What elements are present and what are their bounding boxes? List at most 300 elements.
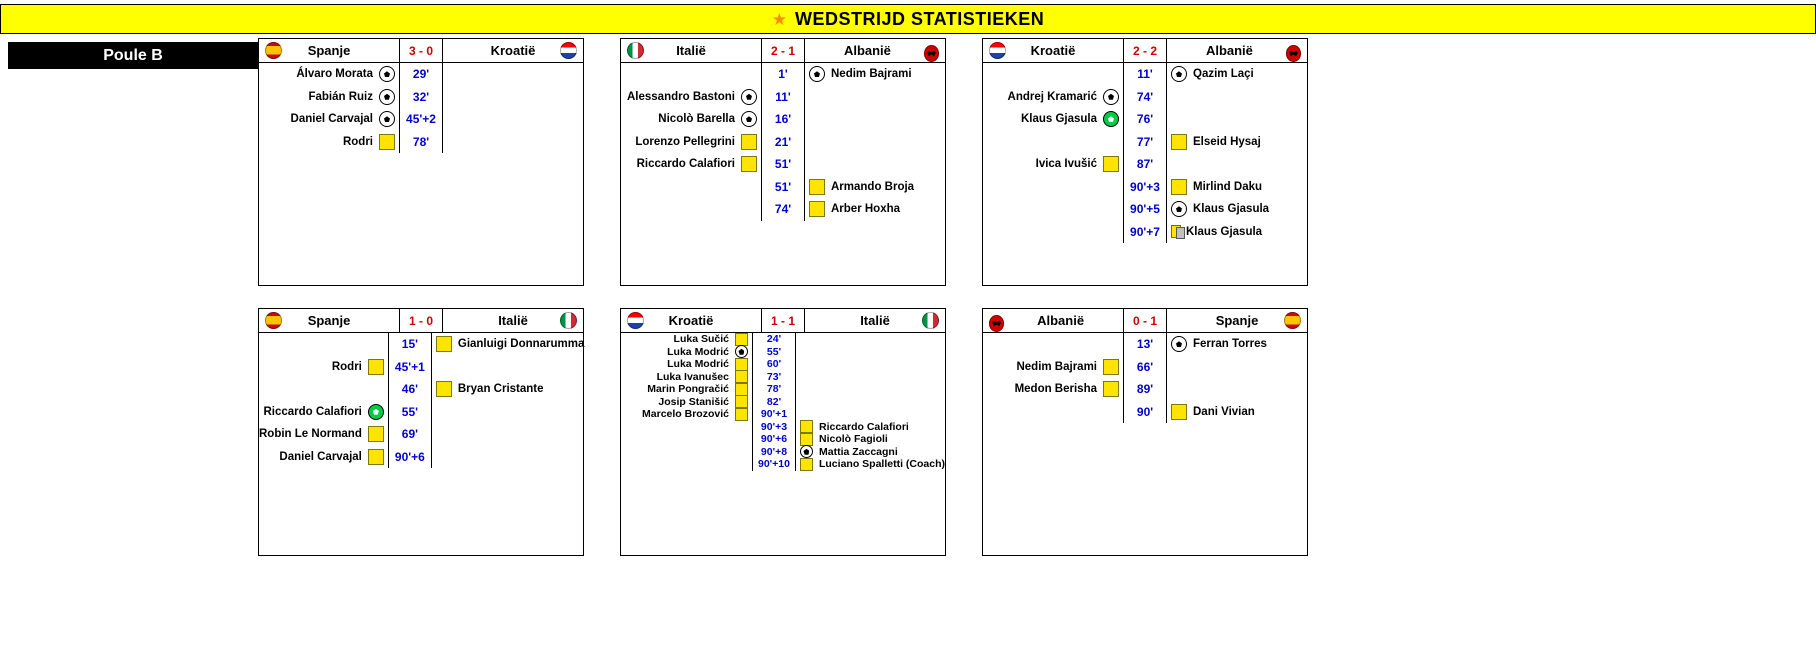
yellow-card-icon [379, 134, 395, 150]
event-row [259, 63, 399, 86]
away-team-name: Kroatië [490, 43, 536, 58]
player-name: Ferran Torres [1193, 338, 1267, 351]
event-row [259, 423, 388, 446]
goal-icon [379, 89, 395, 105]
match-card-albanie-spanje [982, 308, 1308, 556]
flag-italy-icon [922, 312, 939, 329]
event-minute: 90'+5 [1130, 202, 1160, 217]
event-row [796, 458, 945, 471]
player-name: Nicolò Barella [658, 113, 735, 126]
away-events-column [796, 333, 945, 471]
event-row [753, 433, 795, 446]
event-row [432, 333, 585, 356]
event-row [621, 433, 752, 446]
match-card-kroatie-albanie [982, 38, 1308, 286]
home-events-column [621, 333, 752, 471]
yellow-card-icon [436, 381, 452, 397]
event-row [796, 396, 945, 409]
match-events [983, 63, 1307, 243]
event-row [1167, 108, 1307, 131]
event-row [621, 421, 752, 434]
event-minute: 90'+7 [1130, 224, 1160, 239]
yellow-card-icon [735, 395, 748, 408]
player-name: Rodri [331, 360, 362, 373]
match-score: 0 - 1 [1123, 309, 1167, 332]
event-row [1167, 63, 1307, 86]
player-name: Luka Modrić [667, 358, 729, 371]
event-row [1167, 86, 1307, 109]
goal-icon [1171, 66, 1187, 82]
event-row [762, 63, 804, 86]
event-minute: 90'+1 [760, 408, 788, 421]
event-row [389, 423, 431, 446]
yellow-card-icon [809, 201, 825, 217]
event-row [805, 63, 945, 86]
event-row [983, 153, 1123, 176]
event-row [983, 198, 1123, 221]
yellow-card-icon [735, 358, 748, 371]
match-events [621, 333, 945, 471]
event-row [1167, 198, 1307, 221]
event-minute: 90'+6 [760, 433, 788, 446]
event-minute: 82' [766, 395, 782, 408]
yellow-card-icon [741, 134, 757, 150]
page-title: WEDSTRIJD STATISTIEKEN [794, 8, 1045, 29]
event-row [796, 333, 945, 346]
event-row [983, 221, 1123, 244]
home-team-name: Kroatië [1030, 43, 1076, 58]
event-row [259, 446, 388, 469]
flag-albania-icon [924, 45, 939, 62]
away-events-column [1167, 63, 1307, 243]
player-name: Luka Ivanušec [656, 370, 729, 383]
event-row [1124, 378, 1166, 401]
home-events-column [983, 63, 1123, 243]
flag-croatia-icon [560, 42, 577, 59]
event-row [1124, 131, 1166, 154]
event-minute: 90'+3 [1130, 179, 1160, 194]
yellow-card-icon [735, 408, 748, 421]
event-minute: 45'+2 [406, 112, 436, 127]
event-row [400, 131, 442, 154]
match-score: 1 - 1 [761, 309, 805, 332]
flag-italy-icon [627, 42, 644, 59]
event-row [1124, 108, 1166, 131]
event-minute: 66' [1136, 359, 1154, 374]
event-row [753, 408, 795, 421]
event-minute: 90'+3 [760, 420, 788, 433]
event-row [1167, 333, 1307, 356]
away-team [443, 309, 583, 332]
event-row [400, 86, 442, 109]
match-header [983, 39, 1307, 63]
player-name: Luciano Spalletti (Coach) [818, 458, 945, 471]
event-row [621, 198, 761, 221]
home-team-name: Spanje [307, 43, 351, 58]
yellow-card-icon [735, 383, 748, 396]
event-row [762, 153, 804, 176]
event-row [432, 446, 585, 469]
goal-icon [1103, 89, 1119, 105]
match-header [621, 39, 945, 63]
event-row [753, 358, 795, 371]
away-team [1167, 309, 1307, 332]
match-header [983, 309, 1307, 333]
player-name: Nicolò Fagioli [818, 433, 888, 446]
flag-albania-icon [989, 315, 1004, 332]
event-row [1167, 356, 1307, 379]
event-row [400, 63, 442, 86]
yellow-card-icon [436, 336, 452, 352]
own-goal-icon [1103, 111, 1119, 127]
player-name: Riccardo Calafiori [636, 158, 735, 171]
event-row [805, 86, 945, 109]
flag-croatia-icon [989, 42, 1006, 59]
event-row [762, 198, 804, 221]
event-row [1124, 198, 1166, 221]
event-minute: 46' [401, 382, 418, 397]
away-events-column [805, 63, 945, 221]
match-events [259, 333, 583, 468]
star-icon: ★ [771, 9, 787, 29]
event-minute: 13' [1136, 337, 1154, 352]
event-minute: 90'+10 [757, 458, 790, 471]
event-row [621, 371, 752, 384]
player-name: Elseid Hysaj [1193, 135, 1261, 148]
player-name: Mirlind Daku [1193, 180, 1263, 193]
event-row [983, 333, 1123, 356]
event-minute: 90'+6 [394, 449, 425, 464]
home-team-name: Albanië [1037, 313, 1085, 328]
event-row [621, 153, 761, 176]
yellow-red-card-icon [1171, 225, 1186, 239]
event-row [753, 446, 795, 459]
player-name: Medon Berisha [1014, 383, 1097, 396]
event-minute: 60' [766, 358, 782, 371]
event-row [259, 86, 399, 109]
event-row [621, 108, 761, 131]
event-row [621, 358, 752, 371]
event-row [983, 176, 1123, 199]
yellow-card-icon [1103, 156, 1119, 172]
event-row [1124, 176, 1166, 199]
player-name: Luka Modrić [667, 345, 729, 358]
event-row [621, 346, 752, 359]
event-row [753, 396, 795, 409]
event-row [1124, 356, 1166, 379]
event-row [621, 458, 752, 471]
event-minute: 74' [774, 202, 792, 217]
event-row [259, 378, 388, 401]
group-label: Poule B [8, 42, 258, 69]
player-name: Nedim Bajrami [1016, 360, 1097, 373]
event-row [1167, 221, 1307, 244]
yellow-card-icon [1103, 359, 1119, 375]
event-row [389, 446, 431, 469]
event-row [1124, 63, 1166, 86]
player-name: Qazim Laçi [1193, 68, 1254, 81]
goal-icon [1171, 201, 1187, 217]
yellow-card-icon [1103, 381, 1119, 397]
event-minute: 11' [775, 89, 791, 104]
own-goal-icon [368, 404, 384, 420]
event-minute: 76' [1136, 112, 1154, 127]
minutes-column [388, 333, 432, 468]
event-minute: 24' [766, 333, 782, 346]
home-team-name: Spanje [307, 313, 351, 328]
event-minute: 90'+8 [760, 445, 788, 458]
event-row [762, 86, 804, 109]
player-name: Andrej Kramarić [1007, 90, 1097, 103]
event-minute: 51' [774, 157, 792, 172]
event-row [621, 446, 752, 459]
away-team [805, 309, 945, 332]
event-row [621, 176, 761, 199]
event-row [762, 108, 804, 131]
goal-icon [1171, 336, 1187, 352]
away-team-name: Spanje [1215, 313, 1259, 328]
event-row [621, 396, 752, 409]
minutes-column [752, 333, 796, 471]
away-team [1167, 39, 1307, 62]
player-name: Marcelo Brozović [642, 408, 729, 421]
event-row [753, 458, 795, 471]
flag-spain-icon [1284, 312, 1301, 329]
player-name: Alessandro Bastoni [627, 90, 735, 103]
yellow-card-icon [741, 156, 757, 172]
match-card-spanje-kroatie [258, 38, 584, 286]
event-row [1167, 401, 1307, 424]
event-row [1167, 153, 1307, 176]
away-team-name: Albanië [843, 43, 891, 58]
event-row [621, 63, 761, 86]
event-minute: 55' [766, 345, 782, 358]
player-name: Luka Sučić [673, 333, 729, 346]
player-name: Marin Pongračić [647, 383, 729, 396]
event-row [762, 176, 804, 199]
flag-spain-icon [265, 312, 282, 329]
match-header [621, 309, 945, 333]
event-row [621, 408, 752, 421]
match-score: 2 - 1 [761, 39, 805, 62]
event-row [1124, 221, 1166, 244]
event-row [796, 383, 945, 396]
away-events-column [443, 63, 583, 153]
yellow-card-icon [368, 359, 384, 375]
event-row [621, 333, 752, 346]
event-row [621, 86, 761, 109]
player-name: Riccardo Calafiori [818, 420, 909, 433]
event-row [1124, 153, 1166, 176]
event-row [432, 356, 585, 379]
event-row [983, 131, 1123, 154]
yellow-card-icon [1171, 404, 1187, 420]
event-minute: 77' [1136, 134, 1154, 149]
event-row [1124, 86, 1166, 109]
player-name: Josip Stanišić [658, 395, 729, 408]
player-name: Daniel Carvajal [279, 450, 362, 463]
goal-icon [741, 89, 757, 105]
event-row [805, 176, 945, 199]
yellow-card-icon [1171, 179, 1187, 195]
event-row [389, 378, 431, 401]
match-score: 2 - 2 [1123, 39, 1167, 62]
yellow-card-icon [735, 333, 748, 346]
player-name: Gianluigi Donnarumma [457, 338, 585, 351]
yellow-card-icon [735, 370, 748, 383]
player-name: Álvaro Morata [296, 68, 373, 81]
match-events [983, 333, 1307, 423]
event-row [753, 371, 795, 384]
event-minute: 11' [1137, 67, 1153, 82]
event-row [389, 356, 431, 379]
player-name: Lorenzo Pellegrini [635, 135, 735, 148]
event-row [805, 108, 945, 131]
goal-icon [809, 66, 825, 82]
event-row [443, 131, 583, 154]
event-row [1124, 401, 1166, 424]
flag-spain-icon [265, 42, 282, 59]
home-team [621, 309, 761, 332]
event-row [805, 131, 945, 154]
event-row [983, 63, 1123, 86]
event-row [1124, 333, 1166, 356]
event-row [259, 356, 388, 379]
goal-icon [800, 445, 813, 458]
minutes-column [1123, 63, 1167, 243]
event-minute: 69' [401, 427, 418, 442]
event-row [259, 131, 399, 154]
away-team-name: Albanië [1205, 43, 1253, 58]
event-row [621, 131, 761, 154]
event-row [796, 358, 945, 371]
event-row [983, 356, 1123, 379]
home-events-column [621, 63, 761, 221]
yellow-card-icon [368, 426, 384, 442]
event-row [753, 383, 795, 396]
event-minute: 45'+1 [394, 359, 425, 374]
header-banner [0, 4, 1816, 34]
match-events [259, 63, 583, 153]
goal-icon [735, 345, 748, 358]
event-minute: 74' [1136, 89, 1154, 104]
event-row [796, 346, 945, 359]
event-row [432, 401, 585, 424]
away-team-name: Italië [860, 313, 890, 328]
yellow-card-icon [1171, 134, 1187, 150]
player-name: Daniel Carvajal [290, 113, 373, 126]
match-card-italie-albanie [620, 38, 946, 286]
event-row [1167, 131, 1307, 154]
event-minute: 78' [412, 134, 430, 149]
player-name: Riccardo Calafiori [263, 405, 362, 418]
player-name: Robin Le Normand [259, 428, 362, 441]
event-row [983, 86, 1123, 109]
away-team-name: Italië [498, 313, 528, 328]
minutes-column [399, 63, 443, 153]
player-name: Klaus Gjasula [1020, 113, 1097, 126]
event-minute: 87' [1136, 157, 1154, 172]
player-name: Klaus Gjasula [1186, 225, 1263, 238]
player-name: Rodri [342, 135, 373, 148]
home-team-name: Kroatië [668, 313, 714, 328]
flag-italy-icon [560, 312, 577, 329]
player-name: Dani Vivian [1193, 405, 1255, 418]
event-row [796, 371, 945, 384]
home-events-column [259, 333, 388, 468]
event-row [796, 421, 945, 434]
flag-croatia-icon [627, 312, 644, 329]
event-row [796, 408, 945, 421]
event-row [762, 131, 804, 154]
home-team-name: Italië [676, 43, 706, 58]
match-header [259, 309, 583, 333]
event-minute: 16' [774, 112, 792, 127]
player-name: Arber Hoxha [831, 203, 901, 216]
player-name: Nedim Bajrami [831, 68, 912, 81]
event-row [796, 433, 945, 446]
event-row [400, 108, 442, 131]
event-row [753, 333, 795, 346]
event-minute: 55' [401, 404, 418, 419]
goal-icon [379, 66, 395, 82]
yellow-card-icon [800, 458, 813, 471]
event-row [389, 401, 431, 424]
event-row [432, 423, 585, 446]
event-row [621, 383, 752, 396]
player-name: Armando Broja [831, 180, 915, 193]
player-name: Fabián Ruiz [308, 90, 373, 103]
match-card-spanje-italie [258, 308, 584, 556]
match-score: 3 - 0 [399, 39, 443, 62]
player-name: Ivica Ivušić [1035, 158, 1097, 171]
event-minute: 29' [412, 67, 430, 82]
event-row [432, 378, 585, 401]
home-team [259, 309, 399, 332]
away-events-column [432, 333, 585, 468]
match-score: 1 - 0 [399, 309, 443, 332]
minutes-column [761, 63, 805, 221]
minutes-column [1123, 333, 1167, 423]
flag-albania-icon [1286, 45, 1301, 62]
event-minute: 90' [1136, 404, 1154, 419]
event-minute: 78' [766, 383, 782, 396]
event-row [796, 446, 945, 459]
event-row [753, 346, 795, 359]
event-row [1167, 176, 1307, 199]
player-name: Mattia Zaccagni [818, 445, 898, 458]
home-events-column [983, 333, 1123, 423]
yellow-card-icon [800, 433, 813, 446]
event-row [753, 421, 795, 434]
away-team [805, 39, 945, 62]
event-minute: 15' [401, 337, 418, 352]
event-minute: 89' [1136, 382, 1154, 397]
event-minute: 73' [766, 370, 782, 383]
goal-icon [379, 111, 395, 127]
home-events-column [259, 63, 399, 153]
yellow-card-icon [368, 449, 384, 465]
yellow-card-icon [809, 179, 825, 195]
event-row [259, 333, 388, 356]
match-card-kroatie-italie [620, 308, 946, 556]
event-row [443, 108, 583, 131]
goal-icon [741, 111, 757, 127]
event-row [389, 333, 431, 356]
event-row [1167, 378, 1307, 401]
event-row [259, 401, 388, 424]
event-row [259, 108, 399, 131]
